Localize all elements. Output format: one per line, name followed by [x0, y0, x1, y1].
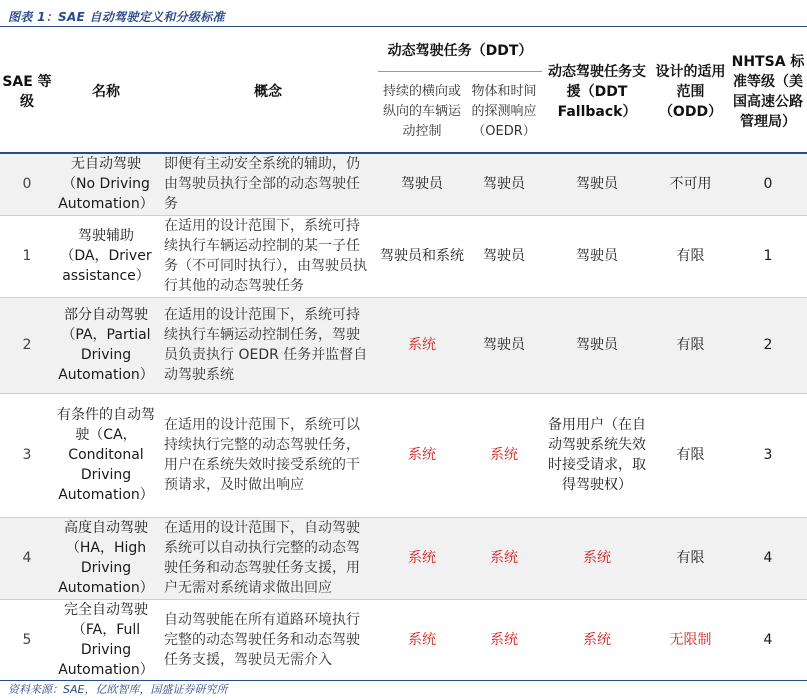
- figure-caption: 图表 1：SAE 自动驾驶定义和分级标准: [8, 10, 225, 24]
- cell-control: 驾驶员: [401, 176, 443, 193]
- header-name: 名称: [92, 83, 120, 100]
- cell-oedr: 驾驶员: [483, 337, 525, 353]
- cell-control: 系统: [408, 337, 436, 353]
- table-row: [0, 153, 807, 215]
- sae-levels-table: [0, 31, 807, 681]
- header-ddt: 动态驾驶任务（DDT）: [387, 43, 533, 59]
- cell-nhtsa: 1: [763, 248, 773, 264]
- cell-level: 5: [22, 632, 32, 649]
- cell-level: 4: [22, 550, 32, 566]
- header-fallback: 动态驾驶任务支援（DDT Fallback）: [548, 63, 647, 120]
- cell-name: 驾驶辅助（DA，Driver assistance）: [60, 228, 152, 284]
- cell-level: 3: [22, 447, 32, 463]
- cell-odd: 有限: [676, 447, 705, 463]
- header-concept: 概念: [254, 83, 282, 100]
- cell-concept: 在适用的设计范围下，系统可以持续执行完整的动态驾驶任务，用户在系统失效时接受系统的干预请求，及时做出响应: [164, 417, 360, 493]
- cell-level: 2: [22, 337, 32, 353]
- header-ddt-oedr: 物体和时间的探测响应（OEDR）: [466, 72, 542, 154]
- cell-oedr: 驾驶员: [483, 248, 525, 264]
- cell-concept: 自动驾驶能在所有道路环境执行完整的动态驾驶任务和动态驾驶任务支援，驾驶员无需介入: [164, 612, 360, 669]
- cell-odd: 有限: [676, 550, 705, 566]
- cell-fallback: 系统: [583, 550, 612, 566]
- table-row: [0, 599, 807, 681]
- cell-fallback: 备用用户（在自动驾驶系统失效时接受请求，取得驾驶权）: [548, 417, 647, 493]
- table-row: [0, 393, 807, 517]
- cell-oedr: 系统: [490, 632, 518, 649]
- cell-oedr: 系统: [490, 550, 518, 566]
- cell-control: 系统: [408, 447, 436, 463]
- cell-level: 1: [22, 248, 32, 264]
- cell-name: 部分自动驾驶（PA，Partial Driving Automation）: [58, 307, 154, 383]
- cell-oedr: 系统: [490, 447, 518, 463]
- cell-name: 完全自动驾驶（FA，Full Driving Automation）: [58, 602, 154, 679]
- cell-odd: 有限: [676, 248, 705, 264]
- cell-fallback: 驾驶员: [576, 176, 619, 193]
- cell-name: 高度自动驾驶（HA，High Driving Automation）: [58, 520, 154, 596]
- cell-control: 系统: [408, 632, 436, 649]
- header-odd: 设计的适用范围（ODD）: [655, 63, 726, 120]
- cell-concept: 在适用的设计范围下，系统可持续执行车辆运动控制的某一子任务（不可同时执行），由驾驶员执行其他的动态驾驶任务: [164, 218, 367, 294]
- cell-concept: 即便有主动安全系统的辅助，仍由驾驶员执行全部的动态驾驶任务: [164, 156, 360, 213]
- caption-divider: [0, 26, 807, 27]
- table-row: [0, 297, 807, 393]
- cell-concept: 在适用的设计范围下，自动驾驶系统可以自动执行完整的动态驾驶任务和动态驾驶任务支援，用户无需对系统请求做出回应: [164, 520, 360, 596]
- source-note: 资料来源：SAE，亿欧智库，国盛证券研究所: [8, 683, 228, 696]
- cell-name: 有条件的自动驾驶（CA，Conditonal Driving Automation）: [57, 407, 155, 503]
- cell-nhtsa: 0: [763, 176, 773, 193]
- cell-oedr: 驾驶员: [483, 176, 525, 193]
- table-row: [0, 517, 807, 599]
- cell-nhtsa: 2: [763, 337, 773, 353]
- cell-nhtsa: 4: [763, 550, 773, 566]
- header-ddt-control: 持续的横向或纵向的车辆运动控制: [378, 72, 466, 154]
- cell-control: 系统: [408, 550, 436, 566]
- cell-nhtsa: 3: [763, 447, 773, 463]
- table-row: [0, 215, 807, 297]
- cell-fallback: 驾驶员: [576, 248, 619, 264]
- cell-odd: 有限: [676, 337, 705, 353]
- cell-odd: 不可用: [669, 176, 712, 193]
- cell-nhtsa: 4: [763, 632, 773, 649]
- cell-name: 无自动驾驶（No Driving Automation）: [58, 156, 154, 213]
- cell-concept: 在适用的设计范围下，系统可持续执行车辆运动控制任务，驾驶员负责执行 OEDR 任务并监督自动驾驶系统: [164, 307, 368, 383]
- header-sae-level: SAE 等级: [2, 73, 52, 110]
- cell-fallback: 系统: [583, 632, 612, 649]
- cell-odd: 无限制: [669, 632, 712, 649]
- cell-level: 0: [22, 176, 32, 193]
- cell-fallback: 驾驶员: [576, 337, 619, 353]
- header-nhtsa: NHTSA 标准等级（美国高速公路管理局）: [731, 53, 805, 130]
- cell-control: 驾驶员和系统: [380, 248, 464, 264]
